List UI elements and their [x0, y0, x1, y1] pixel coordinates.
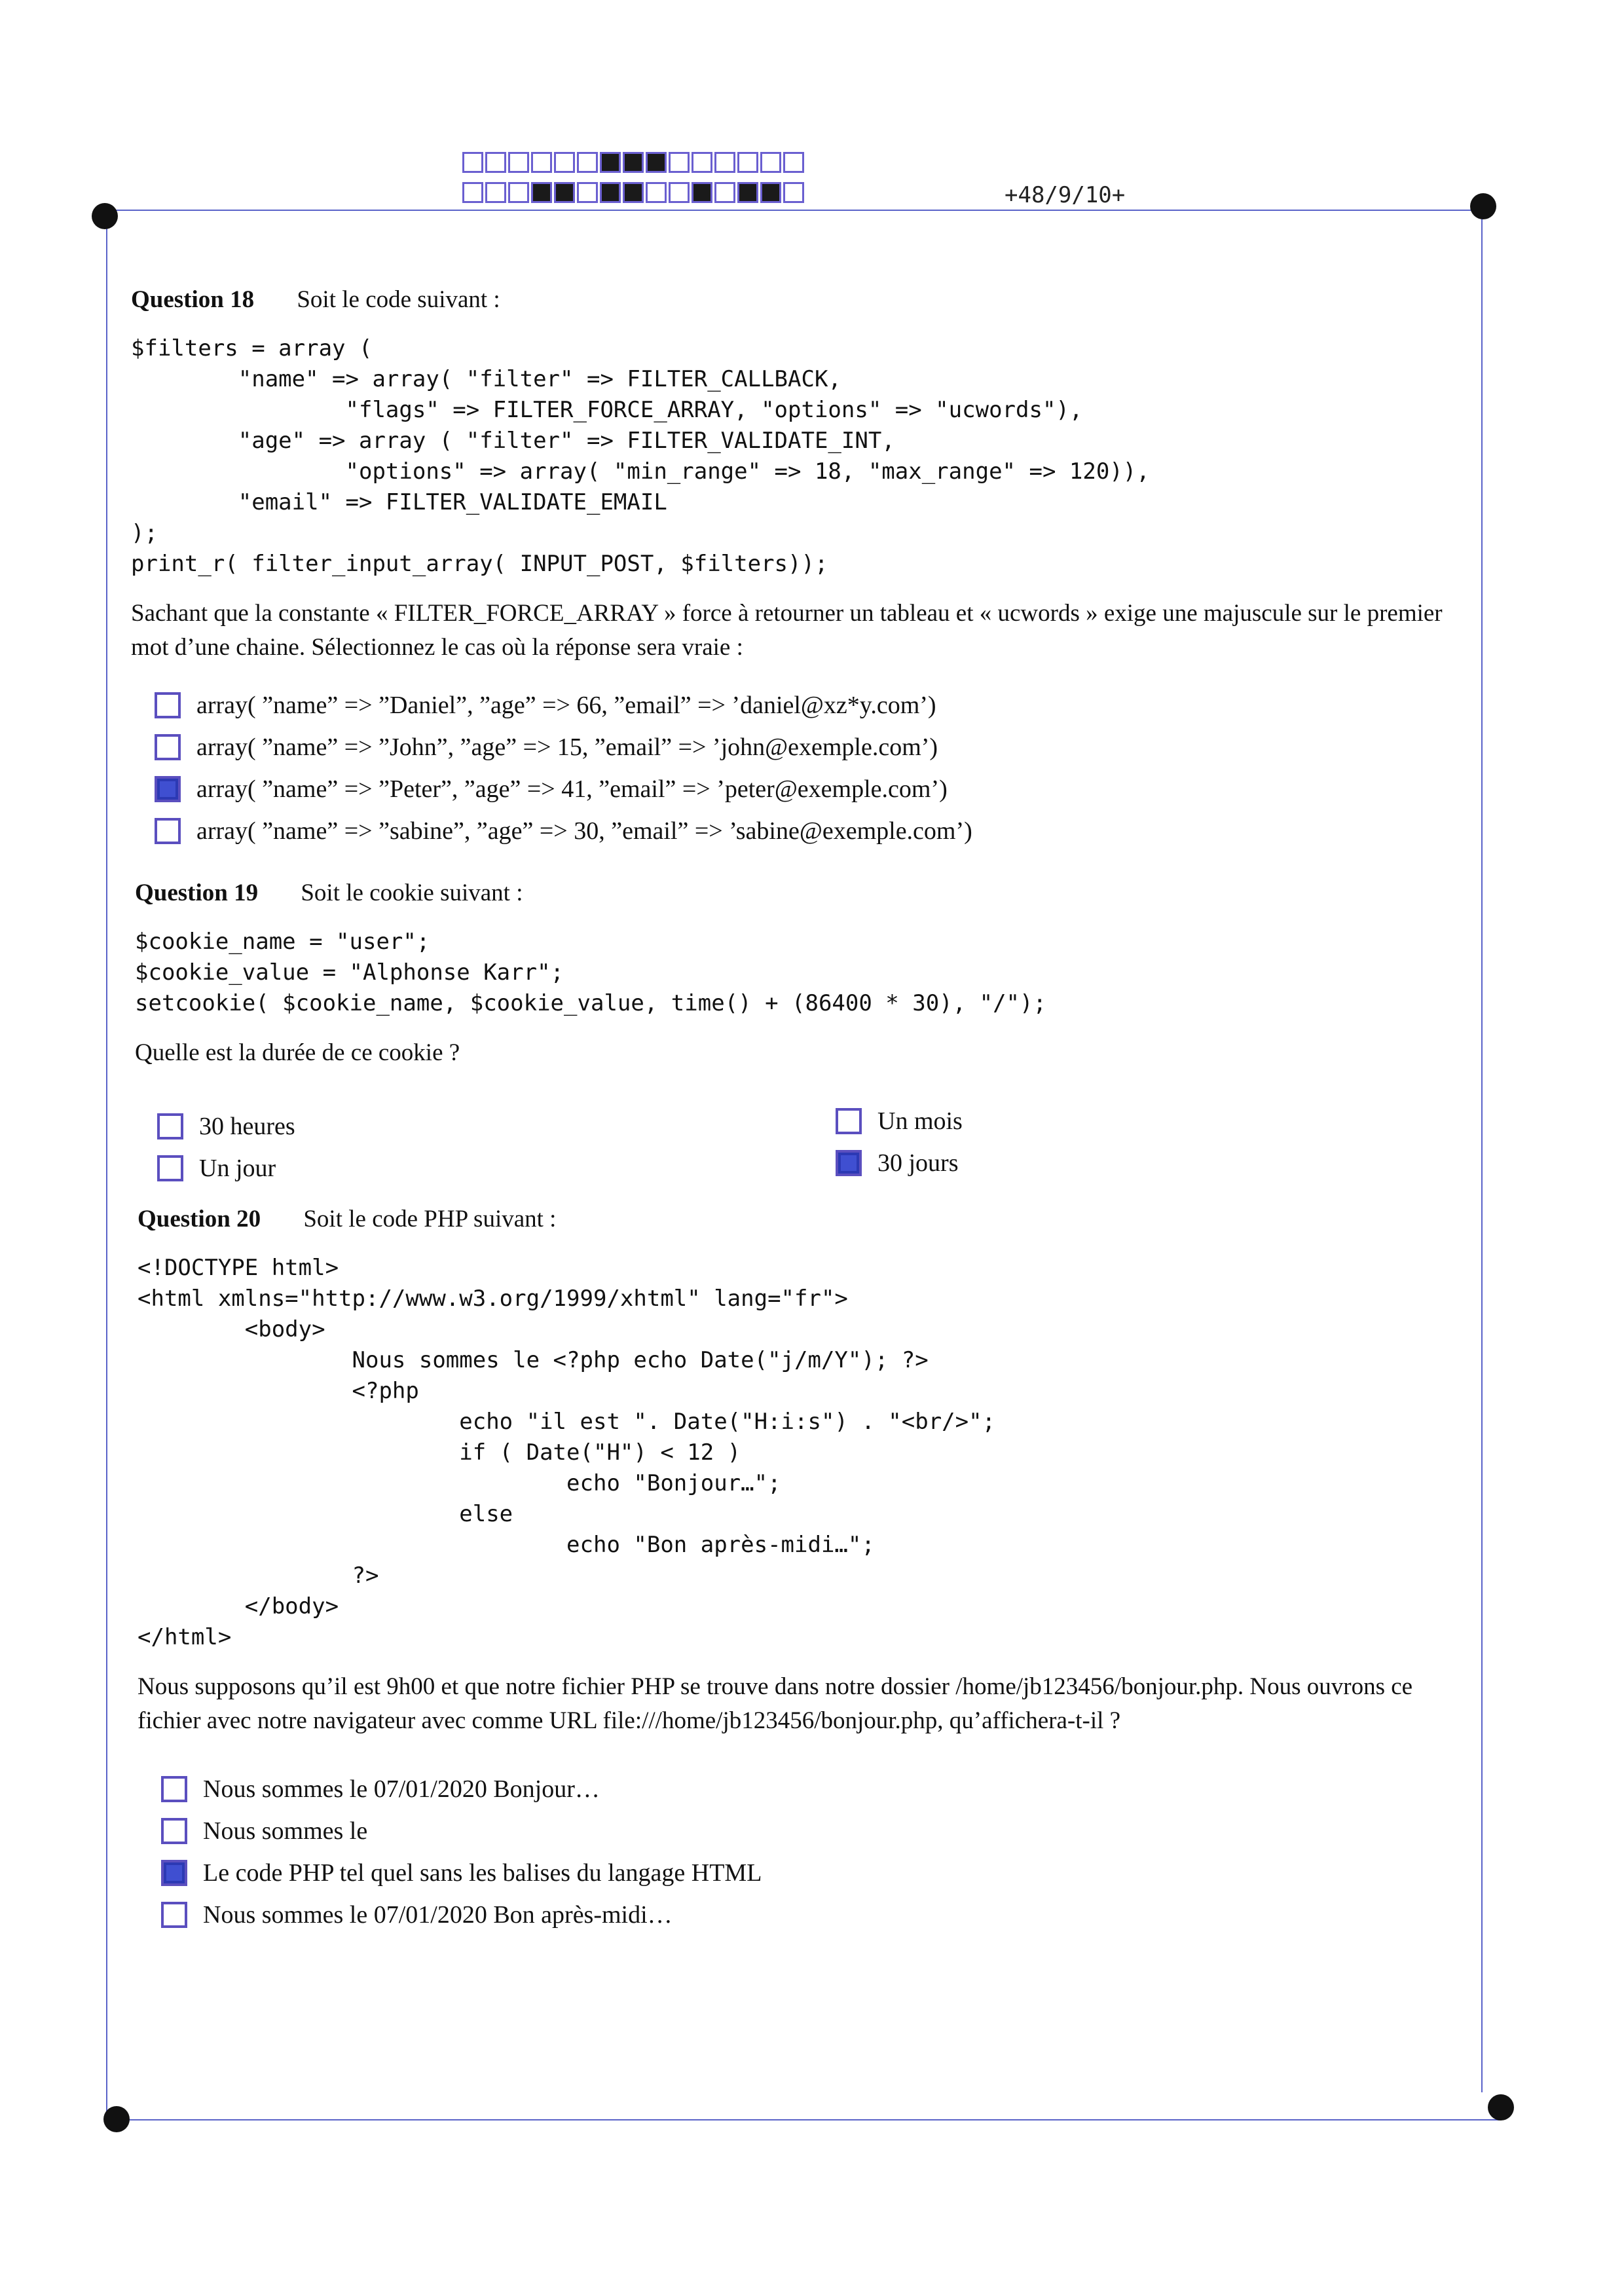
- answer-checkbox[interactable]: [836, 1108, 862, 1134]
- answer-checkbox[interactable]: [157, 1113, 183, 1139]
- barcode-cell: [485, 152, 506, 173]
- answer-option[interactable]: [836, 1149, 959, 1177]
- answer-option[interactable]: [155, 775, 948, 804]
- code-block: $cookie_name = "user"; $cookie_value = "Alphonse Karr"; setcookie( $cookie_name, $cookie_value, time() + (86400 * 30), "/");: [135, 929, 1046, 1016]
- question-text: Nous supposons qu’il est 9h00 et que notre fichier PHP se trouve dans notre dossier /home/jb123456/bonjour.php. Nous ouvrons ce fichier avec notre navigateur avec comme URL file:///home/jb123456/bonjour.php, qu’affichera-t-il ?: [138, 1673, 1413, 1734]
- barcode-cell: [669, 182, 690, 203]
- answer-label: Nous sommes le 07/01/2020 Bon après-midi…: [203, 1901, 673, 1929]
- code-block: <!DOCTYPE html> <html xmlns="http://www.w3.org/1999/xhtml" lang="fr"> <body> Nous sommes le <?php echo Date("j/m/Y"); ?> <?php echo "il est ". Date("H:i:s") . "<br/>"; if ( Date("H") < 12 ) echo "Bonjour…"; else echo "Bon après-midi…"; ?> </body> </html>: [138, 1255, 996, 1650]
- barcode-cell: [760, 182, 781, 203]
- frame-top-line: [105, 210, 1486, 211]
- barcode-cell: [760, 152, 781, 173]
- answer-label: array( ”name” => ”John”, ”age” => 15, ”email” => ’john@exemple.com’): [196, 733, 938, 761]
- barcode-cell: [737, 152, 758, 173]
- question-intro: Soit le code suivant :: [297, 286, 500, 313]
- question-intro: Soit le code PHP suivant :: [303, 1206, 557, 1232]
- frame-right-line: [1481, 206, 1483, 2092]
- answer-option[interactable]: [161, 1859, 762, 1887]
- barcode-cell: [531, 182, 552, 203]
- barcode-cell: [646, 152, 667, 173]
- barcode-row-2: [462, 182, 806, 203]
- answer-label: Nous sommes le: [203, 1817, 368, 1845]
- page-code: +48/9/10+: [1005, 182, 1126, 208]
- frame-bottom-line: [118, 2119, 1500, 2120]
- answer-option[interactable]: [155, 817, 972, 845]
- frame-left-line: [106, 216, 107, 2122]
- answer-label: Un jour: [199, 1155, 276, 1182]
- answer-checkbox[interactable]: [157, 1155, 183, 1181]
- answer-checkbox[interactable]: [161, 1902, 187, 1928]
- barcode-cell: [669, 152, 690, 173]
- question-label: Question 18: [131, 286, 255, 313]
- barcode-cell: [737, 182, 758, 203]
- answer-option[interactable]: [157, 1112, 295, 1141]
- barcode-cell: [714, 182, 735, 203]
- question-label: Question 20: [138, 1206, 261, 1232]
- barcode-cell: [508, 152, 529, 173]
- answer-checkbox[interactable]: [155, 776, 181, 802]
- answer-option[interactable]: [155, 733, 938, 762]
- barcode-cell: [646, 182, 667, 203]
- answer-label: Un mois: [877, 1107, 963, 1135]
- barcode-cell: [600, 152, 621, 173]
- barcode-cell: [462, 152, 483, 173]
- question-20: [138, 1205, 1486, 1738]
- question-18: [131, 286, 1480, 665]
- barcode-cell: [485, 182, 506, 203]
- barcode-cell: [783, 182, 804, 203]
- answer-checkbox[interactable]: [155, 692, 181, 718]
- corner-marker-top-left: [92, 203, 118, 229]
- answer-label: 30 jours: [877, 1149, 959, 1177]
- answer-option[interactable]: [155, 691, 936, 720]
- answer-label: array( ”name” => ”sabine”, ”age” => 30, ”email” => ’sabine@exemple.com’): [196, 817, 972, 845]
- corner-marker-bottom-left: [103, 2106, 130, 2132]
- question-19: [135, 879, 1484, 1070]
- barcode-cell: [531, 152, 552, 173]
- barcode-cell: [554, 152, 575, 173]
- barcode-cell: [692, 152, 712, 173]
- barcode-cell: [714, 152, 735, 173]
- barcode-cell: [577, 182, 598, 203]
- answer-label: 30 heures: [199, 1113, 295, 1140]
- answer-option[interactable]: [161, 1817, 367, 1845]
- question-label: Question 19: [135, 880, 259, 906]
- answer-label: array( ”name” => ”Peter”, ”age” => 41, ”email” => ’peter@exemple.com’): [196, 775, 948, 803]
- answer-checkbox[interactable]: [155, 734, 181, 760]
- barcode-cell: [554, 182, 575, 203]
- corner-marker-bottom-right: [1488, 2094, 1514, 2120]
- barcode-row-1: [462, 152, 806, 173]
- barcode-cell: [577, 152, 598, 173]
- barcode-cell: [623, 152, 644, 173]
- answer-checkbox[interactable]: [161, 1818, 187, 1844]
- barcode-cell: [508, 182, 529, 203]
- answer-option[interactable]: [161, 1900, 673, 1929]
- answer-label: Nous sommes le 07/01/2020 Bonjour…: [203, 1775, 600, 1803]
- answer-label: array( ”name” => ”Daniel”, ”age” => 66, ”email” => ’daniel@xz*y.com’): [196, 692, 936, 719]
- answer-option[interactable]: [161, 1775, 600, 1804]
- answer-checkbox[interactable]: [161, 1776, 187, 1802]
- question-text: Quelle est la durée de ce cookie ?: [135, 1039, 460, 1066]
- corner-marker-top-right: [1470, 193, 1496, 219]
- answer-option[interactable]: [157, 1154, 276, 1183]
- answer-option[interactable]: [836, 1107, 963, 1136]
- question-intro: Soit le cookie suivant :: [301, 880, 523, 906]
- code-block: $filters = array ( "name" => array( "filter" => FILTER_CALLBACK, "flags" => FILTER_FORCE_ARRAY, "options" => "ucwords"), "age" => array ( "filter" => FILTER_VALIDATE_INT, "options" => array( "min_range" => 18, "max_range" => 120)), "email" => FILTER_VALIDATE_EMAIL ); print_r( filter_input_array( INPUT_POST, $filters));: [131, 335, 1150, 577]
- answer-checkbox[interactable]: [836, 1150, 862, 1176]
- answer-label: Le code PHP tel quel sans les balises du langage HTML: [203, 1859, 762, 1887]
- question-text: Sachant que la constante « FILTER_FORCE_ARRAY » force à retourner un tableau et « ucwords » exige une majuscule sur le premier mot d’une chaine. Sélectionnez le cas où la réponse sera vraie :: [131, 600, 1443, 661]
- answer-checkbox[interactable]: [155, 818, 181, 844]
- barcode-cell: [623, 182, 644, 203]
- barcode-cell: [600, 182, 621, 203]
- barcode-cell: [692, 182, 712, 203]
- barcode-cell: [783, 152, 804, 173]
- answer-checkbox[interactable]: [161, 1860, 187, 1886]
- barcode-cell: [462, 182, 483, 203]
